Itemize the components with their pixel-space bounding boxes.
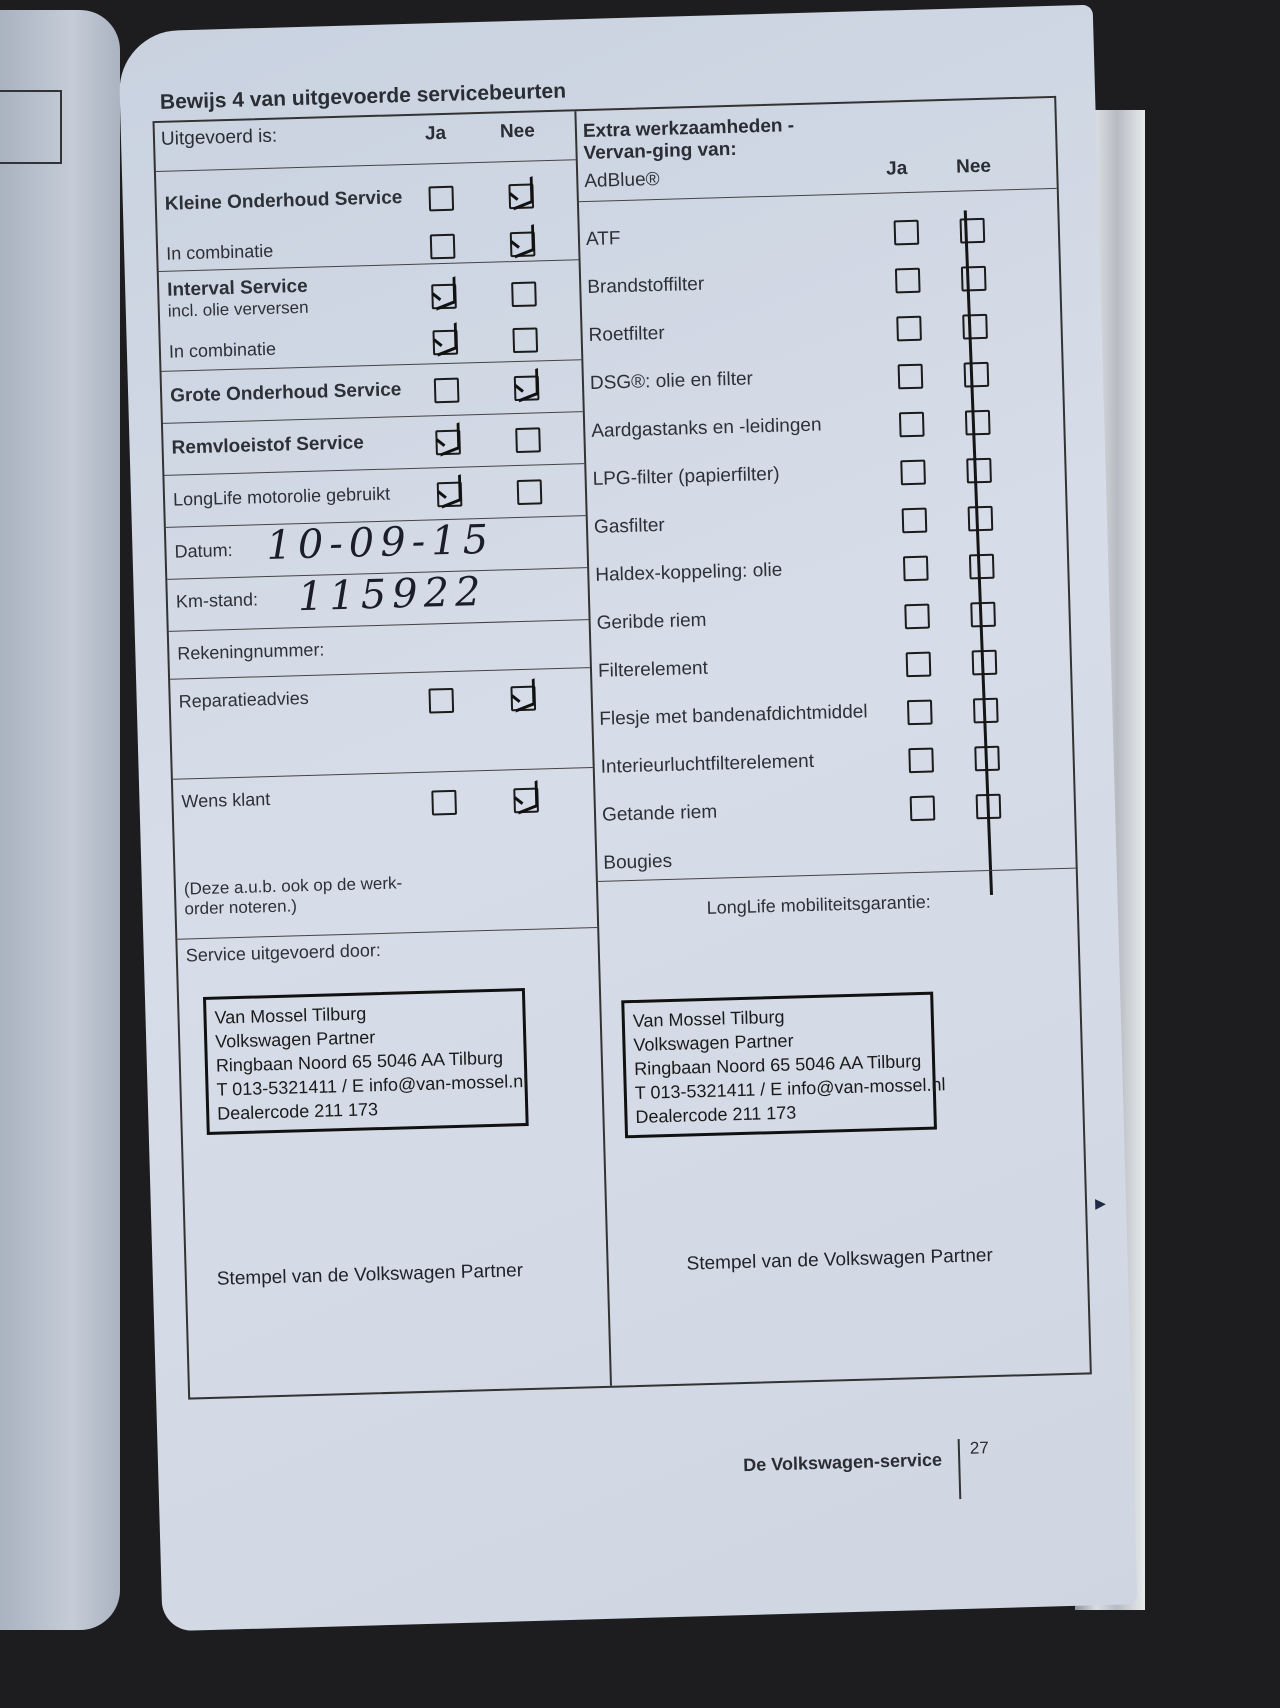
right-column	[574, 98, 1079, 1016]
extra-label: Flesje met bandenafdichtmiddel	[599, 701, 868, 730]
lpg-nee-checkbox[interactable]	[966, 458, 992, 484]
next-arrow-icon: ▶	[1094, 1194, 1107, 1212]
reparatie-nee-checkbox[interactable]	[510, 686, 536, 712]
extra-label: Bougies	[603, 850, 673, 874]
km-label: Km-stand:	[175, 589, 259, 612]
km-value[interactable]: 115922	[297, 568, 488, 621]
roetfilter-nee-checkbox[interactable]	[962, 314, 988, 340]
stamp-line: Ringbaan Noord 65 5046 AA Tilburg	[215, 1047, 504, 1076]
extra-label: Getande riem	[601, 801, 718, 826]
geribde-nee-checkbox[interactable]	[970, 602, 996, 628]
right-header: Extra werkzaamheden - Vervan-ging van:	[582, 115, 795, 165]
footer-title: De Volkswagen-service	[742, 1449, 943, 1476]
row-label: Grote Onderhoud Service	[169, 379, 402, 407]
extra-label: AdBlue®	[584, 168, 660, 193]
lpg-ja-checkbox[interactable]	[900, 460, 926, 486]
extra-label: Gasfilter	[593, 514, 666, 538]
longlife-ja-checkbox[interactable]	[437, 482, 463, 508]
row-service-by	[177, 927, 610, 1399]
rekening-label: Rekeningnummer:	[177, 639, 325, 664]
interval-combi-nee-checkbox[interactable]	[512, 327, 538, 353]
gasfilter-ja-checkbox[interactable]	[902, 508, 928, 534]
right-nee-header: Nee	[955, 155, 992, 178]
form-title: Bewijs 4 van uitgevoerde servicebeurten	[159, 79, 567, 114]
extra-label: Aardgastanks en -leidingen	[591, 414, 822, 442]
grote-nee-checkbox[interactable]	[514, 375, 540, 401]
row-label: Kleine Onderhoud Service	[164, 187, 403, 215]
row-label: Interval Service	[166, 275, 308, 301]
stempel-label-left: Stempel van de Volkswagen Partner	[216, 1260, 524, 1290]
row-label: In combinatie	[168, 338, 277, 362]
page-number: 27	[969, 1438, 990, 1458]
reparatie-ja-checkbox[interactable]	[428, 688, 454, 714]
stamp-line: Ringbaan Noord 65 5046 AA Tilburg	[633, 1050, 922, 1079]
interval-ja-checkbox[interactable]	[431, 284, 457, 310]
stamp-line: Volkswagen Partner	[214, 1027, 376, 1052]
row-reparatie	[170, 667, 593, 780]
footer-separator	[958, 1439, 962, 1499]
stamp-line: Van Mossel Tilburg	[214, 1003, 367, 1028]
row-label: In combinatie	[165, 240, 274, 264]
kleine-ja-checkbox[interactable]	[428, 186, 454, 212]
aardgas-nee-checkbox[interactable]	[965, 410, 991, 436]
extra-label: DSG®: olie en filter	[589, 368, 754, 394]
extra-label: Filterelement	[597, 657, 709, 682]
dsg-ja-checkbox[interactable]	[898, 364, 924, 390]
row-label: Remvloeistof Service	[171, 432, 365, 459]
roetfilter-ja-checkbox[interactable]	[896, 316, 922, 342]
service-form	[153, 96, 1092, 1400]
row-interval	[159, 259, 582, 372]
datum-label: Datum:	[174, 540, 233, 562]
service-by-label: Service uitgevoerd door:	[185, 940, 382, 966]
interval-combi-ja-checkbox[interactable]	[432, 330, 458, 356]
geribde-ja-checkbox[interactable]	[904, 604, 930, 630]
dsg-nee-checkbox[interactable]	[964, 362, 990, 388]
stamp-line: Van Mossel Tilburg	[632, 1006, 785, 1032]
row-kleine	[156, 159, 579, 272]
rem-nee-checkbox[interactable]	[515, 427, 541, 453]
extra-label: Haldex-koppeling: olie	[595, 559, 783, 586]
stamp-line: Dealercode 211 173	[216, 1099, 379, 1124]
aardgas-ja-checkbox[interactable]	[899, 412, 925, 438]
page-mark	[0, 90, 62, 164]
stamp-line: Dealercode 211 173	[635, 1102, 797, 1127]
gasfilter-nee-checkbox[interactable]	[968, 506, 994, 532]
kleine-nee-checkbox[interactable]	[508, 183, 534, 209]
extra-label: Brandstoffilter	[587, 273, 705, 298]
brandstoffilter-ja-checkbox[interactable]	[895, 268, 921, 294]
flesje-ja-checkbox[interactable]	[907, 700, 933, 726]
wens-ja-checkbox[interactable]	[431, 790, 457, 816]
haldex-nee-checkbox[interactable]	[969, 554, 995, 580]
row-sublabel: incl. olie verversen	[167, 297, 309, 321]
extra-label: Geribde riem	[596, 609, 707, 634]
kleine-combi-nee-checkbox[interactable]	[510, 231, 536, 257]
previous-page	[0, 10, 120, 1630]
left-column	[155, 111, 612, 1397]
stamp-line: Volkswagen Partner	[633, 1030, 794, 1055]
datum-value[interactable]: 10-09-15	[265, 516, 495, 570]
service-page	[118, 5, 1137, 1632]
right-ja-header: Ja	[885, 158, 908, 180]
dealer-stamp-left	[203, 988, 529, 1135]
extra-label: Interieurluchtfilterelement	[600, 750, 815, 778]
getande-ja-checkbox[interactable]	[910, 795, 936, 821]
left-header: Uitgevoerd is:	[160, 125, 278, 150]
rem-ja-checkbox[interactable]	[435, 430, 461, 456]
reparatie-label: Reparatieadvies	[178, 687, 310, 712]
haldex-ja-checkbox[interactable]	[903, 556, 929, 582]
nee-header: Nee	[499, 120, 536, 143]
row-wens	[173, 767, 597, 940]
extra-label: ATF	[585, 228, 621, 251]
row-label: LongLife motorolie gebruikt	[172, 483, 391, 510]
filterelement-ja-checkbox[interactable]	[906, 652, 932, 678]
wens-label: Wens klant	[181, 789, 271, 812]
extra-label: LPG-filter (papierfilter)	[592, 463, 780, 490]
grote-ja-checkbox[interactable]	[434, 378, 460, 404]
longlife-nee-checkbox[interactable]	[517, 479, 543, 505]
kleine-combi-ja-checkbox[interactable]	[430, 234, 456, 260]
atf-ja-checkbox[interactable]	[894, 220, 920, 246]
longlife-label: LongLife mobiliteitsgarantie:	[706, 891, 932, 918]
ja-header: Ja	[424, 122, 447, 145]
stamp-line: T 013-5321411 / E info@van-mossel.nl	[216, 1070, 528, 1100]
stempel-label-right: Stempel van de Volkswagen Partner	[686, 1245, 994, 1275]
wens-nee-checkbox[interactable]	[513, 788, 539, 814]
interieur-ja-checkbox[interactable]	[908, 748, 934, 774]
stamp-line: T 013-5321411 / E info@van-mossel.nl	[634, 1074, 946, 1103]
dealer-stamp-right	[621, 992, 946, 1139]
brandstoffilter-nee-checkbox[interactable]	[961, 266, 987, 292]
interval-nee-checkbox[interactable]	[511, 281, 537, 307]
wens-note: (Deze a.u.b. ook op de werk-order noteren.)	[183, 873, 403, 919]
extra-label: Roetfilter	[588, 322, 665, 346]
